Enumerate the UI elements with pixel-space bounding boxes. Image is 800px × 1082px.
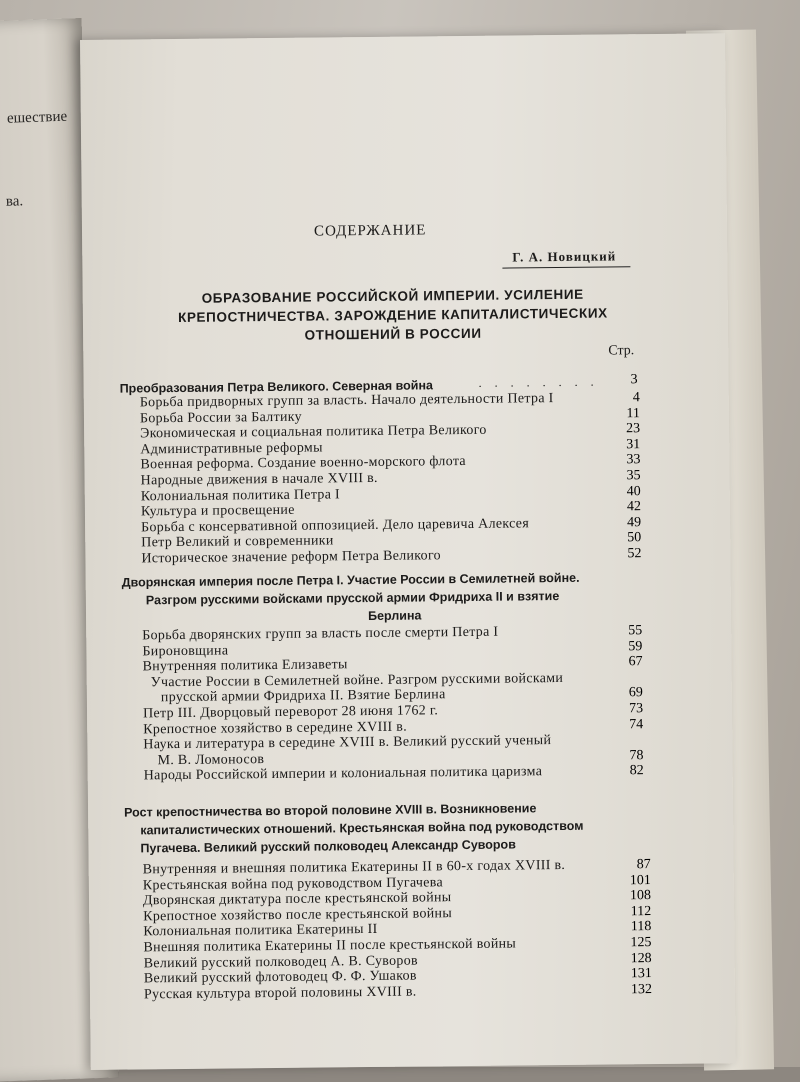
toc-entry: Внутренняя и внешняя политика Екатерины II в 60-х годах XVIII в. bbox=[143, 858, 566, 878]
section-title: Разгром русскими войсками прусской армии Фридриха II и взятие bbox=[146, 587, 560, 609]
toc-entry: Дворянская диктатура после крестьянской войны bbox=[143, 890, 452, 909]
toc-entry-page: 55 bbox=[602, 623, 642, 639]
toc-entry: Административные реформы bbox=[140, 440, 323, 458]
toc-entry-page: 40 bbox=[601, 484, 641, 500]
toc-entry-page: 73 bbox=[603, 701, 643, 717]
toc-entry: Великий русский флотоводец Ф. Ф. Ушаков bbox=[144, 969, 417, 988]
leader-dots: . . . . . . . . bbox=[479, 375, 599, 391]
toc-entry-page: 101 bbox=[611, 873, 651, 889]
toc-entry-page: 131 bbox=[612, 966, 652, 982]
toc-entry-page: 128 bbox=[612, 951, 652, 967]
toc-entry-page: 87 bbox=[611, 857, 651, 873]
part-title bbox=[123, 284, 664, 347]
toc-entry: Колониальная политика Екатерины II bbox=[143, 922, 377, 940]
toc-entry: Борьба с консервативной оппозицией. Дело царевича Алексея bbox=[141, 516, 529, 536]
toc-entry: Петр Великий и современники bbox=[141, 534, 334, 552]
toc-entry-page: 35 bbox=[601, 468, 641, 484]
author-name: Г. А. Новицкий bbox=[512, 248, 616, 265]
toc-entry: Историческое значение реформ Петра Великого bbox=[141, 548, 441, 567]
left-page-fragment: ешествие bbox=[7, 109, 68, 128]
toc-entry-page: 78 bbox=[603, 748, 643, 764]
toc-entry-page: 23 bbox=[600, 421, 640, 437]
toc-entry: Крепостное хозяйство в середине XVIII в. bbox=[143, 719, 407, 738]
toc-entry-page: 118 bbox=[611, 919, 651, 935]
section-page: 3 bbox=[598, 372, 638, 388]
toc-entry-page: 52 bbox=[601, 546, 641, 562]
toc-entry: Великий русский полководец А. В. Суворов bbox=[144, 953, 418, 972]
part-title-line: КРЕПОСТНИЧЕСТВА. ЗАРОЖДЕНИЕ КАПИТАЛИСТИЧЕСКИХ bbox=[123, 303, 663, 328]
toc-entry: Народные движения в начале XVIII в. bbox=[141, 471, 378, 489]
toc-entry-page: 4 bbox=[600, 390, 640, 406]
toc-entry: Петр III. Дворцовый переворот 28 июня 1762 г. bbox=[143, 703, 438, 722]
section-title: Берлина bbox=[368, 606, 422, 625]
toc-entry: Борьба России за Балтику bbox=[140, 409, 302, 427]
toc-entry: Борьба придворных групп за власть. Начало деятельности Петра I bbox=[140, 391, 554, 411]
toc-entry: Колониальная политика Петра I bbox=[141, 487, 340, 505]
toc-entry: Крестьянская война под руководством Пугачева bbox=[143, 875, 443, 894]
toc-entry-page: 112 bbox=[611, 904, 651, 920]
toc-entry: Борьба дворянских групп за власть после смерти Петра I bbox=[142, 625, 498, 645]
toc-entry: Русская культура второй половины XVIII в. bbox=[144, 984, 417, 1003]
toc-entry-page: 82 bbox=[604, 764, 644, 780]
left-page-fragment: ва. bbox=[6, 193, 24, 211]
section-title: Дворянская империя после Петра I. Участие России в Семилетней войне. bbox=[122, 569, 580, 592]
toc-entry: прусской армии Фридриха II. Взятие Берлина bbox=[161, 688, 446, 707]
toc-entry-page: 11 bbox=[600, 406, 640, 422]
toc-entry: Наука и литература в середине XVIII в. Великий русский ученый bbox=[143, 733, 551, 753]
toc-entry-page: 108 bbox=[611, 888, 651, 904]
section-title: Пугачева. Великий русский полководец Александр Суворов bbox=[140, 835, 516, 857]
toc-entry: Внешняя политика Екатерины II после крестьянской войны bbox=[143, 936, 516, 956]
author-underline bbox=[502, 266, 630, 268]
section-title: капиталистических отношений. Крестьянская война под руководством bbox=[140, 817, 583, 840]
toc-entry: Культура и просвещение bbox=[141, 503, 295, 521]
part-title-line: ОБРАЗОВАНИЕ РОССИЙСКОЙ ИМПЕРИИ. УСИЛЕНИЕ bbox=[123, 284, 663, 309]
toc-entry: Народы Российской империи и колониальная политика царизма bbox=[144, 765, 543, 785]
section-title: Рост крепостничества во второй половине XVIII в. Возникновение bbox=[124, 799, 536, 821]
toc-entry-page: 132 bbox=[612, 982, 652, 998]
toc-entry-page: 49 bbox=[601, 515, 641, 531]
toc-entry: М. В. Ломоносов bbox=[157, 752, 264, 769]
toc-entry-page: 125 bbox=[611, 935, 651, 951]
toc-entry: Внутренняя политика Елизаветы bbox=[142, 657, 347, 675]
toc-entry-page: 69 bbox=[603, 686, 643, 702]
toc-entry: Военная реформа. Создание военно-морского флота bbox=[140, 454, 466, 473]
part-title-line: ОТНОШЕНИЙ В РОССИИ bbox=[123, 322, 663, 347]
page-column-label: Стр. bbox=[608, 343, 634, 359]
toc-entry-page: 67 bbox=[602, 654, 642, 670]
toc-entry: Экономическая и социальная политика Петра Великого bbox=[140, 423, 487, 443]
page-title: СОДЕРЖАНИЕ bbox=[314, 222, 427, 240]
toc-entry: Крепостное хозяйство после крестьянской войны bbox=[143, 906, 452, 925]
toc-entry-page: 59 bbox=[602, 639, 642, 655]
toc-entry-page: 42 bbox=[601, 499, 641, 515]
section-title: Преобразования Петра Великого. Северная война bbox=[120, 376, 433, 397]
toc-entry-page: 74 bbox=[603, 717, 643, 733]
toc-entry: Бироновщина bbox=[142, 643, 228, 660]
toc-entry-page: 33 bbox=[600, 453, 640, 469]
toc-entry-page: 50 bbox=[601, 531, 641, 547]
toc-entry-page: 31 bbox=[600, 437, 640, 453]
toc-page bbox=[80, 33, 736, 1070]
toc-entry: Участие России в Семилетней войне. Разгром русскими войсками bbox=[151, 671, 564, 691]
